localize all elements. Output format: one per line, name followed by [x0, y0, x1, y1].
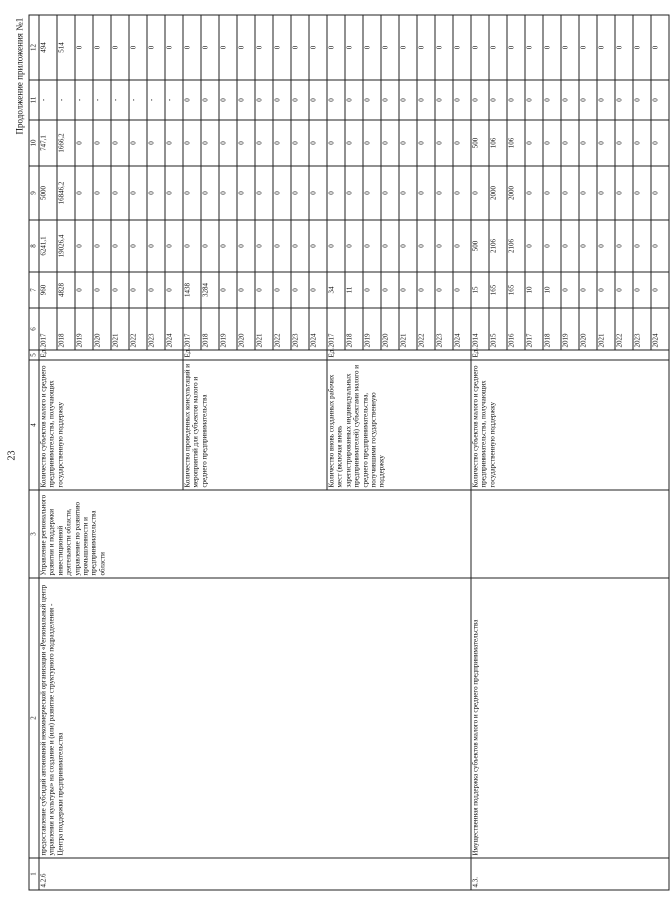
value-cell: 0 [417, 272, 435, 308]
value-cell: 0 [651, 120, 669, 166]
year-cell: 2018 [345, 308, 363, 350]
value-cell: 0 [363, 272, 381, 308]
year-cell: 2018 [57, 308, 75, 350]
column-number: 8 [29, 220, 39, 272]
table-row [39, 15, 57, 890]
value-cell: - [147, 80, 165, 120]
value-cell: 0 [579, 15, 597, 80]
value-cell: 0 [345, 166, 363, 220]
value-cell: 0 [219, 120, 237, 166]
value-cell: 0 [435, 15, 453, 80]
value-cell: 0 [561, 166, 579, 220]
year-cell: 2024 [651, 308, 669, 350]
value-cell: 0 [93, 272, 111, 308]
year-cell: 2021 [255, 308, 273, 350]
column-number: 11 [29, 80, 39, 120]
value-cell: 19026,4 [57, 220, 75, 272]
value-cell: 0 [435, 220, 453, 272]
value-cell: 0 [633, 15, 651, 80]
value-cell: 0 [651, 15, 669, 80]
value-cell: 0 [363, 15, 381, 80]
value-cell: 0 [75, 15, 93, 80]
value-cell: 0 [255, 166, 273, 220]
value-cell: 0 [165, 15, 183, 80]
value-cell: 0 [615, 15, 633, 80]
column-number: 4 [29, 360, 39, 490]
indicator-name: Количество субъектов малого и среднего предпринимательства, получающих государственную поддержку [39, 360, 183, 490]
column-number: 5 [29, 350, 39, 360]
value-cell: 0 [363, 220, 381, 272]
value-cell: 0 [255, 220, 273, 272]
appendix-label: Продолжение приложения №1 [14, 17, 25, 135]
value-cell: 0 [345, 80, 363, 120]
value-cell: 0 [183, 220, 201, 272]
year-cell: 2017 [525, 308, 543, 350]
value-cell: 0 [327, 15, 345, 80]
activity-name: предоставление субсидий автономной некоммерческой организации «Региональный центр управления и культуры» на создание и (или) развитие структурного подразделения - Центра поддержки предпринимательства [39, 578, 471, 858]
value-cell: 0 [147, 166, 165, 220]
page-number: 23 [6, 450, 18, 461]
value-cell: 0 [543, 80, 561, 120]
value-cell: 0 [525, 80, 543, 120]
value-cell: 0 [399, 220, 417, 272]
year-cell: 2023 [147, 308, 165, 350]
value-cell: 106 [507, 120, 525, 166]
value-cell: 0 [93, 166, 111, 220]
value-cell: 0 [291, 166, 309, 220]
indicator-unit: Ед. [183, 350, 327, 360]
year-cell: 2023 [291, 308, 309, 350]
rotated-sheet [1, 0, 660, 905]
column-number: 6 [29, 308, 39, 350]
value-cell: 0 [399, 120, 417, 166]
value-cell: 0 [75, 220, 93, 272]
value-cell: 500 [471, 120, 489, 166]
indicator-name: Количество вновь созданных рабочих мест (включая вновь зарегистрированных индивидуальных предпринимателей) субъектами малого и среднего предпринимательства, получившими государственную поддержку [327, 360, 471, 490]
value-cell: 0 [219, 220, 237, 272]
value-cell: 0 [255, 80, 273, 120]
value-cell: 0 [129, 120, 147, 166]
value-cell: - [111, 80, 129, 120]
value-cell: 0 [309, 80, 327, 120]
value-cell: 0 [507, 80, 525, 120]
value-cell: 0 [453, 166, 471, 220]
value-cell: 0 [183, 80, 201, 120]
value-cell: 34 [327, 272, 345, 308]
table-body [29, 15, 669, 890]
value-cell: 0 [183, 120, 201, 166]
value-cell: 0 [399, 166, 417, 220]
value-cell: 0 [147, 220, 165, 272]
value-cell: 0 [579, 220, 597, 272]
value-cell: 0 [417, 220, 435, 272]
value-cell: 0 [525, 220, 543, 272]
value-cell: 2106 [507, 220, 525, 272]
year-cell: 2020 [381, 308, 399, 350]
value-cell: 0 [561, 80, 579, 120]
year-cell: 2014 [471, 308, 489, 350]
value-cell: 0 [111, 220, 129, 272]
year-cell: 2017 [183, 308, 201, 350]
value-cell: 0 [381, 272, 399, 308]
value-cell: 0 [381, 220, 399, 272]
table-row [471, 15, 489, 890]
value-cell: 0 [381, 120, 399, 166]
indicator-name: Количество субъектов малого и среднего предпринимательства, получающих государственную поддержку [471, 360, 669, 490]
year-cell: 2022 [273, 308, 291, 350]
value-cell: 15 [471, 272, 489, 308]
year-cell: 2024 [309, 308, 327, 350]
value-cell: 0 [237, 80, 255, 120]
column-number: 12 [29, 15, 39, 80]
value-cell: 0 [633, 272, 651, 308]
value-cell: 500 [471, 220, 489, 272]
value-cell: 0 [633, 220, 651, 272]
value-cell: 165 [507, 272, 525, 308]
value-cell: 0 [201, 80, 219, 120]
value-cell: 0 [273, 80, 291, 120]
value-cell: 0 [111, 272, 129, 308]
value-cell: 11 [345, 272, 363, 308]
year-cell: 2017 [39, 308, 57, 350]
value-cell: 0 [561, 15, 579, 80]
value-cell: 0 [453, 220, 471, 272]
value-cell: 0 [525, 166, 543, 220]
value-cell: 0 [453, 80, 471, 120]
value-cell: 0 [525, 120, 543, 166]
value-cell: 2106 [489, 220, 507, 272]
value-cell: 0 [363, 166, 381, 220]
value-cell: 1438 [183, 272, 201, 308]
value-cell: 0 [273, 272, 291, 308]
value-cell: 0 [489, 80, 507, 120]
indicator-name: Количество проведенных консультаций и мероприятий для субъектов малого и среднего предпринимательства [183, 360, 327, 490]
value-cell: 0 [417, 80, 435, 120]
value-cell: 0 [597, 272, 615, 308]
value-cell: 0 [219, 15, 237, 80]
value-cell: 0 [417, 120, 435, 166]
value-cell: 0 [219, 166, 237, 220]
value-cell: 0 [543, 166, 561, 220]
value-cell: 0 [219, 272, 237, 308]
year-cell: 2021 [111, 308, 129, 350]
value-cell: 0 [75, 166, 93, 220]
value-cell: 0 [201, 220, 219, 272]
value-cell: 0 [345, 120, 363, 166]
value-cell: - [165, 80, 183, 120]
value-cell: 0 [633, 166, 651, 220]
value-cell: 0 [399, 80, 417, 120]
year-cell: 2022 [129, 308, 147, 350]
value-cell: 0 [255, 120, 273, 166]
value-cell: 0 [327, 166, 345, 220]
column-number: 3 [29, 490, 39, 578]
year-cell: 2020 [579, 308, 597, 350]
value-cell: 0 [363, 80, 381, 120]
year-cell: 2023 [435, 308, 453, 350]
value-cell: 0 [165, 166, 183, 220]
year-cell: 2020 [237, 308, 255, 350]
value-cell: 0 [543, 120, 561, 166]
value-cell: 0 [615, 120, 633, 166]
value-cell: 514 [57, 15, 75, 80]
value-cell: 0 [579, 80, 597, 120]
value-cell: 0 [255, 272, 273, 308]
year-cell: 2020 [93, 308, 111, 350]
value-cell: 0 [111, 120, 129, 166]
value-cell: 0 [561, 272, 579, 308]
year-cell: 2015 [489, 308, 507, 350]
value-cell: 106 [489, 120, 507, 166]
value-cell: 3284 [201, 272, 219, 308]
value-cell: 0 [471, 15, 489, 80]
column-number: 10 [29, 120, 39, 166]
value-cell: 0 [525, 15, 543, 80]
value-cell: 5000 [39, 166, 57, 220]
value-cell: 0 [597, 220, 615, 272]
responsible-executor: Управление регионального развития и поддержки инвестиционной деятельности области, управление по развитию промышленности и предпринимательства области [39, 490, 471, 578]
value-cell: 0 [381, 80, 399, 120]
value-cell: 0 [435, 166, 453, 220]
column-number: 2 [29, 578, 39, 858]
value-cell: 0 [93, 15, 111, 80]
value-cell: 0 [579, 120, 597, 166]
value-cell: 0 [147, 15, 165, 80]
value-cell: 0 [273, 15, 291, 80]
value-cell: 0 [435, 272, 453, 308]
column-number: 9 [29, 166, 39, 220]
value-cell: 0 [615, 272, 633, 308]
value-cell: 0 [219, 80, 237, 120]
value-cell: 0 [345, 15, 363, 80]
activity-name: Имущественная поддержка субъектов малого и среднего предпринимательства [471, 578, 669, 858]
value-cell: 0 [165, 120, 183, 166]
value-cell: 0 [111, 166, 129, 220]
value-cell: 10 [543, 272, 561, 308]
value-cell: 0 [309, 272, 327, 308]
value-cell: 0 [435, 120, 453, 166]
value-cell: 0 [183, 166, 201, 220]
year-cell: 2022 [417, 308, 435, 350]
responsible-executor [471, 490, 669, 578]
value-cell: 0 [147, 120, 165, 166]
value-cell: 0 [327, 120, 345, 166]
value-cell: 0 [237, 272, 255, 308]
value-cell: 0 [597, 15, 615, 80]
value-cell: 0 [111, 15, 129, 80]
indicator-unit: Ед. [39, 350, 183, 360]
row-number: 4.2.6 [39, 858, 471, 890]
value-cell: 0 [471, 80, 489, 120]
value-cell: 0 [345, 220, 363, 272]
year-cell: 2019 [561, 308, 579, 350]
value-cell: 0 [399, 272, 417, 308]
year-cell: 2024 [165, 308, 183, 350]
value-cell: 0 [309, 15, 327, 80]
column-number: 1 [29, 858, 39, 890]
value-cell: 0 [543, 220, 561, 272]
value-cell: - [75, 80, 93, 120]
value-cell: 0 [129, 15, 147, 80]
value-cell: 0 [291, 220, 309, 272]
value-cell: 0 [507, 15, 525, 80]
column-number-row [29, 15, 39, 890]
value-cell: 0 [615, 80, 633, 120]
value-cell: 0 [453, 15, 471, 80]
column-number: 7 [29, 272, 39, 308]
value-cell: 0 [291, 120, 309, 166]
value-cell: 6241,1 [39, 220, 57, 272]
year-cell: 2019 [219, 308, 237, 350]
value-cell: 0 [363, 120, 381, 166]
value-cell: 0 [651, 166, 669, 220]
value-cell: 0 [435, 80, 453, 120]
value-cell: 0 [147, 272, 165, 308]
value-cell: 0 [327, 80, 345, 120]
value-cell: 0 [327, 220, 345, 272]
value-cell: 0 [291, 272, 309, 308]
value-cell: 0 [471, 166, 489, 220]
value-cell: 0 [309, 120, 327, 166]
value-cell: 0 [651, 272, 669, 308]
row-number: 4.3. [471, 858, 669, 890]
value-cell: 0 [129, 166, 147, 220]
value-cell: 0 [561, 220, 579, 272]
program-table [29, 15, 670, 891]
year-cell: 2022 [615, 308, 633, 350]
value-cell: 0 [237, 120, 255, 166]
value-cell: 0 [561, 120, 579, 166]
value-cell: 0 [651, 220, 669, 272]
year-cell: 2018 [201, 308, 219, 350]
value-cell: 0 [201, 166, 219, 220]
indicator-unit: Ед. [471, 350, 669, 360]
value-cell: 165 [489, 272, 507, 308]
value-cell: 0 [417, 166, 435, 220]
year-cell: 2019 [363, 308, 381, 350]
value-cell: 0 [633, 80, 651, 120]
value-cell: 0 [453, 120, 471, 166]
value-cell: 0 [291, 15, 309, 80]
value-cell: 0 [291, 80, 309, 120]
value-cell: 0 [399, 15, 417, 80]
value-cell: 0 [381, 15, 399, 80]
value-cell: 0 [453, 272, 471, 308]
year-cell: 2017 [327, 308, 345, 350]
year-cell: 2024 [453, 308, 471, 350]
value-cell: 0 [165, 220, 183, 272]
value-cell: 747,1 [39, 120, 57, 166]
value-cell: 0 [93, 120, 111, 166]
value-cell: 0 [129, 220, 147, 272]
value-cell: 0 [633, 120, 651, 166]
value-cell: 0 [597, 120, 615, 166]
year-cell: 2019 [75, 308, 93, 350]
value-cell: 0 [129, 272, 147, 308]
value-cell: 2000 [489, 166, 507, 220]
value-cell: - [57, 80, 75, 120]
value-cell: 2000 [507, 166, 525, 220]
value-cell: 494 [39, 15, 57, 80]
value-cell: 0 [255, 15, 273, 80]
value-cell: 0 [417, 15, 435, 80]
value-cell: 0 [273, 166, 291, 220]
year-cell: 2023 [633, 308, 651, 350]
indicator-unit: Ед. [327, 350, 471, 360]
value-cell: 1666,2 [57, 120, 75, 166]
value-cell: 0 [237, 15, 255, 80]
year-cell: 2018 [543, 308, 561, 350]
value-cell: 0 [273, 220, 291, 272]
value-cell: 0 [309, 166, 327, 220]
value-cell: 960 [39, 272, 57, 308]
value-cell: 0 [597, 80, 615, 120]
value-cell: 0 [75, 120, 93, 166]
value-cell: 0 [651, 80, 669, 120]
value-cell: 0 [183, 15, 201, 80]
value-cell: 0 [165, 272, 183, 308]
value-cell: 0 [201, 120, 219, 166]
value-cell: 0 [201, 15, 219, 80]
value-cell: 0 [579, 166, 597, 220]
year-cell: 2016 [507, 308, 525, 350]
value-cell: 0 [543, 15, 561, 80]
value-cell: 0 [273, 120, 291, 166]
value-cell: 0 [381, 166, 399, 220]
value-cell: 0 [309, 220, 327, 272]
year-cell: 2021 [597, 308, 615, 350]
value-cell: 0 [237, 220, 255, 272]
value-cell: 0 [489, 15, 507, 80]
value-cell: 0 [579, 272, 597, 308]
value-cell: 0 [237, 166, 255, 220]
value-cell: 0 [597, 166, 615, 220]
year-cell: 2021 [399, 308, 417, 350]
value-cell: 10 [525, 272, 543, 308]
value-cell: - [39, 80, 57, 120]
value-cell: - [93, 80, 111, 120]
value-cell: - [129, 80, 147, 120]
value-cell: 0 [75, 272, 93, 308]
value-cell: 0 [93, 220, 111, 272]
value-cell: 0 [615, 166, 633, 220]
value-cell: 16846,2 [57, 166, 75, 220]
value-cell: 0 [615, 220, 633, 272]
value-cell: 4828 [57, 272, 75, 308]
